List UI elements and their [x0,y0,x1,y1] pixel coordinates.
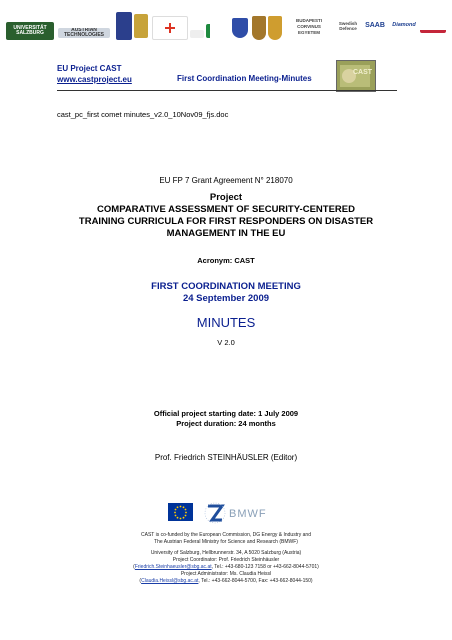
footer-funding-line: CAST is co-funded by the European Commission, DG Energy & Industry and [141,532,311,538]
meeting-title: FIRST COORDINATION MEETING [151,281,301,292]
fp7-logo [204,502,226,524]
austrian-technologies-logo [58,28,110,38]
document-editor: Prof. Friedrich STEINHÄUSLER (Editor) [154,453,298,462]
ericsson-logo [420,20,446,33]
partner-logo-strip [0,0,452,52]
administrator-phone: , Tel.: +43-662-8044-5700, Fax: +43-662-8044-150) [198,578,313,584]
coordinator-email-link[interactable]: Friedrich.Steinhaeusler@sbg.ac.at [134,564,212,570]
corvinus-logo-text: BUDAPESTI CORVINUS EGYETEM [295,18,322,35]
project-label: Project [209,192,243,203]
salzburg-university-logo [6,22,54,40]
project-title-line: COMPARATIVE ASSESSMENT OF SECURITY-CENTERED [97,204,355,215]
footer-info [0,532,452,585]
bmwf-logo [229,504,301,522]
shield-logo-1 [232,18,248,38]
forensic-institute-logo [190,30,204,38]
footer-address: University of Salzburg, Hellbrunnerstr. 34, A 5020 Salzburg (Austria) [150,550,302,556]
project-url-link[interactable]: www.castproject.eu [57,75,132,84]
project-name: EU Project CAST [57,64,122,73]
coordinator-phone: , Tel.: +43-680-123 7158 or +43-662-8044-5701) [211,564,319,570]
header-subtitle: First Coordination Meeting-Minutes [177,74,312,83]
police-crest-logo [116,12,132,40]
project-title [0,204,452,240]
footer-funding-line: The Austrian Federal Ministry for Science and Research (BMWF) [154,539,298,545]
green-institute-logo [206,24,234,38]
footer-administrator: Project Administrator: Ms. Claudia Heissl [180,571,272,577]
eu-flag-logo [168,503,193,521]
saab-logo [364,18,386,32]
swedish-defence-logo-text: Swedish Defence [338,21,358,31]
project-acronym: Acronym: CAST [197,256,255,265]
diamond-logo-text: Diamond [392,21,416,28]
footer-coordinator: Project Coordinator: Prof. Friedrich Steinhäusler [172,557,280,563]
grant-agreement: EU FP 7 Grant Agreement N° 218070 [159,176,293,185]
cast-logo-text: CAST [353,69,373,76]
document-header-left [57,63,132,85]
shield-logo-2 [252,16,266,40]
saab-logo-text: SAAB [365,21,385,29]
salzburg-university-logo-text: UNIVERSITÄT SALZBURG [13,25,47,36]
project-dates [0,409,452,429]
swedish-defence-logo [336,14,360,38]
document-filename: cast_pc_first comet minutes_v2.0_10Nov09_fjs.doc [57,110,229,119]
project-title-line: MANAGEMENT IN THE EU [166,228,286,239]
project-start-date: Official project starting date: 1 July 2009 [153,409,299,418]
shield-logo-3 [268,16,282,40]
footer-administrator-contact: (Claudia.Heissl@sbg.ac.at, Tel.: +43-662-8044-5700, Fax: +43-662-8044-150) [139,578,313,584]
header-divider [57,90,397,91]
red-cross-logo [152,16,188,40]
minutes-heading: MINUTES [196,315,256,330]
austrian-technologies-logo-text: AUSTRIAN TECHNOLOGIES [63,28,104,38]
project-duration: Project duration: 24 months [176,419,276,428]
cast-logo [336,60,376,92]
administrator-email-link[interactable]: Claudia.Heissl@sbg.ac.at [141,578,199,584]
footer-coordinator-contact: (Friedrich.Steinhaeusler@sbg.ac.at, Tel.: +43-680-123 7158 or +43-662-8044-5701) [133,564,319,570]
diamond-logo [390,20,418,30]
bmwf-logo-text: BMWF [229,508,267,520]
police-academy-logo [134,14,148,38]
corvinus-logo [290,12,328,42]
meeting-heading [0,281,452,305]
project-title-line: TRAINING CURRICULA FOR FIRST RESPONDERS ON DISASTER [78,216,374,227]
document-version: V 2.0 [217,338,235,347]
meeting-date: 24 September 2009 [182,293,270,304]
